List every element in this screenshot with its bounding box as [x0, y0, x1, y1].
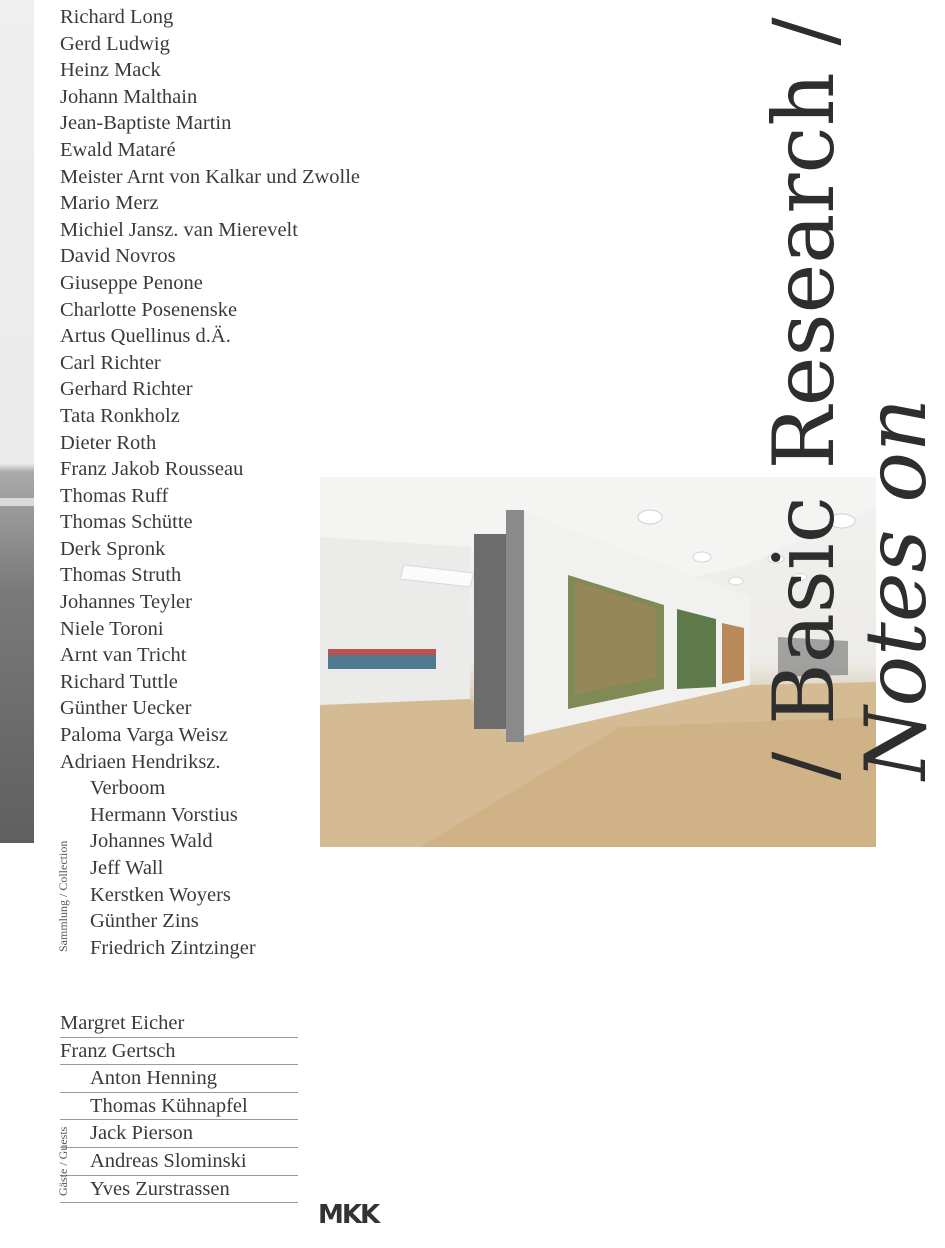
- artist-name: Niele Toroni: [60, 617, 164, 640]
- artist-name: Kerstken Woyers: [90, 883, 231, 906]
- artist-name: Arnt van Tricht: [60, 644, 187, 667]
- artist-name: Jeff Wall: [90, 857, 164, 879]
- collection-artist-list: [60, 4, 360, 961]
- artist-name: Richard Long: [60, 6, 174, 28]
- artist-name: Thomas Schütte: [60, 511, 193, 534]
- artist-name: Thomas Struth: [60, 564, 182, 587]
- artist-name: Johannes Teyler: [60, 591, 192, 614]
- artist-name: David Novros: [60, 245, 176, 268]
- artist-name: Johann Malthain: [60, 85, 198, 108]
- artist-name: Gerd Ludwig: [60, 32, 170, 55]
- guest-name: Anton Henning: [60, 1065, 298, 1093]
- artist-name: Ewald Mataré: [60, 138, 176, 161]
- guest-name: Thomas Kühnapfel: [60, 1093, 298, 1121]
- artist-name: Michiel Jansz. van Mierevelt: [60, 218, 298, 241]
- book-title: [755, 17, 945, 780]
- title-main: / Basic Research /: [755, 17, 853, 780]
- artist-name: Paloma Varga Weisz: [60, 724, 229, 747]
- artist-name: Günther Zins: [90, 910, 199, 933]
- guest-name: Jack Pierson: [60, 1120, 298, 1148]
- artist-name: Mario Merz: [60, 192, 159, 215]
- artist-name: Günther Uecker: [60, 697, 192, 720]
- artist-name: Johannes Wald: [90, 830, 213, 853]
- artist-name: Heinz Mack: [60, 59, 161, 82]
- guests-section-label: Gäste / Guests: [56, 1126, 70, 1196]
- artist-name: Charlotte Posenenske: [60, 298, 238, 321]
- artist-name: Carl Richter: [60, 351, 161, 374]
- artist-name: Verboom: [90, 777, 166, 800]
- mkk-logo: MKK: [318, 1200, 379, 1230]
- guest-name: Yves Zurstrassen: [60, 1176, 298, 1204]
- artist-name: Richard Tuttle: [60, 670, 178, 693]
- artist-name: Gerhard Richter: [60, 378, 193, 401]
- artist-name: Derk Spronk: [60, 537, 166, 560]
- artist-name: Friedrich Zintzinger: [90, 936, 256, 959]
- artist-name: Franz Jakob Rousseau: [60, 458, 244, 481]
- collection-section-label: Sammlung / Collection: [56, 840, 70, 952]
- artist-name: Jean-Baptiste Martin: [60, 112, 232, 135]
- artist-name: Hermann Vorstius: [90, 803, 238, 826]
- artist-name: Artus Quellinus d.Ä.: [60, 325, 231, 348]
- title-subtitle: Notes on: [847, 397, 945, 780]
- artist-name: Dieter Roth: [60, 431, 157, 454]
- left-edge-photo-strip: [0, 0, 34, 843]
- guest-artist-list: [60, 1010, 298, 1203]
- guest-name: Margret Eicher: [60, 1010, 298, 1038]
- artist-name: Thomas Ruff: [60, 484, 169, 507]
- guest-name: Andreas Slominski: [60, 1148, 298, 1176]
- artist-name: Meister Arnt von Kalkar und Zwolle: [60, 165, 361, 188]
- artist-name: Tata Ronkholz: [60, 404, 180, 427]
- artist-name: Giuseppe Penone: [60, 271, 203, 294]
- guest-name: Franz Gertsch: [60, 1038, 298, 1066]
- artist-name: Adriaen Hendriksz.: [60, 750, 221, 773]
